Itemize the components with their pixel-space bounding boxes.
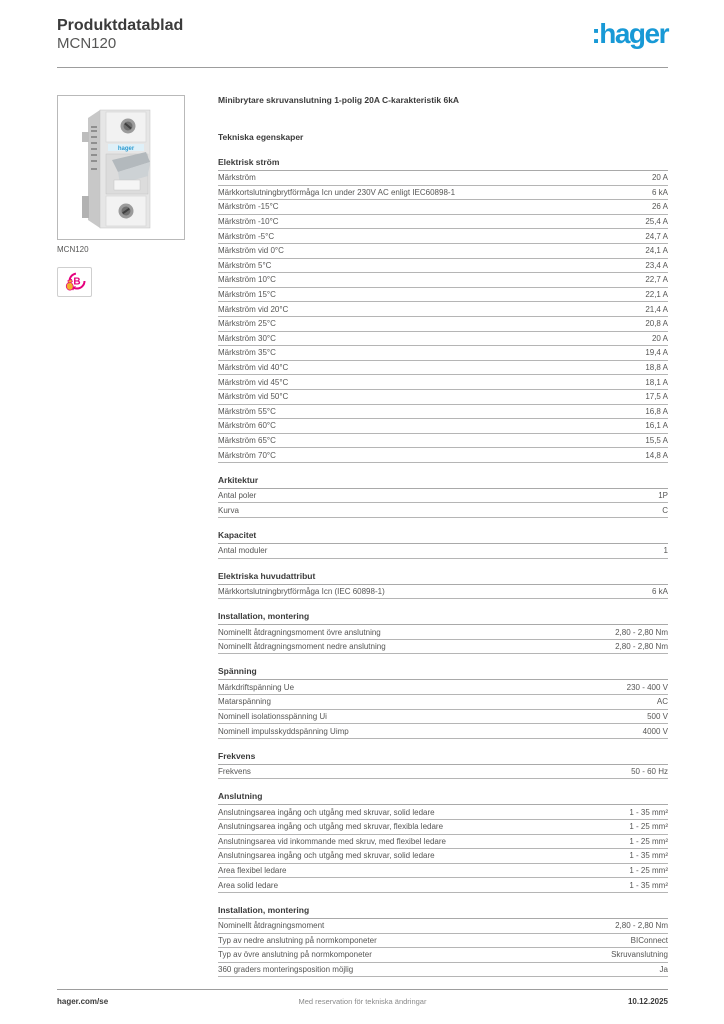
spec-row — [218, 346, 668, 361]
spec-value: 19,4 A — [645, 348, 668, 358]
spec-label: Typ av nedre anslutning på normkomponeter — [218, 935, 377, 945]
spec-row — [218, 489, 668, 504]
spec-label: Märkström 15°C — [218, 290, 276, 300]
spec-value: Ja — [659, 965, 668, 975]
spec-label: Märkdriftspänning Ue — [218, 682, 295, 692]
spec-section — [218, 530, 668, 559]
spec-section — [218, 475, 668, 518]
spec-row — [218, 963, 668, 978]
spec-label: Märkström 25°C — [218, 319, 276, 329]
spec-row — [218, 273, 668, 288]
header — [57, 16, 668, 53]
spec-label: Frekvens — [218, 767, 251, 777]
spec-row — [218, 710, 668, 725]
footer-disclaimer: Med reservation för tekniska ändringar — [298, 997, 427, 1006]
spec-label: Nominellt åtdragningsmoment nedre anslutning — [218, 642, 386, 652]
spec-section-title: Installation, montering — [218, 905, 668, 919]
spec-value: 22,1 A — [645, 290, 668, 300]
spec-value: 1 — [663, 546, 668, 556]
spec-value: AC — [656, 697, 668, 707]
spec-value: 2,80 - 2,80 Nm — [615, 921, 668, 931]
spec-row — [218, 948, 668, 963]
spec-label: Antal poler — [218, 491, 257, 501]
spec-row — [218, 302, 668, 317]
spec-label: Antal moduler — [218, 546, 268, 556]
spec-label: Anslutningsarea ingång och utgång med skruvar, solid ledare — [218, 807, 435, 817]
spec-value: 1 - 25 mm² — [629, 836, 668, 846]
spec-value: 2,80 - 2,80 Nm — [615, 627, 668, 637]
spec-label: Nominell isolationsspänning Ui — [218, 711, 327, 721]
spec-value: 23,4 A — [645, 260, 668, 270]
spec-label: Märkström 10°C — [218, 275, 276, 285]
spec-row — [218, 640, 668, 655]
spec-label: Märkström vid 40°C — [218, 363, 289, 373]
spec-label: Märkström vid 45°C — [218, 377, 289, 387]
spec-section — [218, 751, 668, 780]
spec-row — [218, 878, 668, 893]
spec-label: Märkström — [218, 173, 256, 183]
spec-row — [218, 419, 668, 434]
spec-row — [218, 849, 668, 864]
spec-label: Märkström 55°C — [218, 406, 276, 416]
spec-value: 4000 V — [642, 726, 668, 736]
product-image-caption: MCN120 — [57, 245, 89, 254]
spec-section-title: Installation, montering — [218, 611, 668, 625]
spec-row — [218, 229, 668, 244]
spec-section-title: Frekvens — [218, 751, 668, 765]
spec-row — [218, 695, 668, 710]
spec-value: 20,8 A — [645, 319, 668, 329]
spec-value: 1 - 25 mm² — [629, 822, 668, 832]
spec-label: Nominellt åtdragningsmoment övre anslutning — [218, 627, 381, 637]
spec-label: Anslutningsarea ingång och utgång med skruvar, flexibla ledare — [218, 822, 444, 832]
circuit-breaker-illustration — [58, 96, 184, 239]
spec-label: Märkström 70°C — [218, 450, 276, 460]
recyclable-b-icon — [57, 267, 92, 297]
spec-label: Märkström vid 20°C — [218, 304, 289, 314]
footer-website: hager.com/se — [57, 997, 109, 1006]
spec-label: Märkkortslutningbrytförmåga Icn under 230V AC enligt IEC60898-1 — [218, 187, 456, 197]
page-title: Produktdatablad — [57, 17, 184, 34]
spec-label: Matarspänning — [218, 697, 271, 707]
spec-value: 1 - 25 mm² — [629, 866, 668, 876]
spec-section-title: Kapacitet — [218, 530, 668, 544]
svg-text:B: B — [72, 276, 81, 288]
spec-label: Märkström 60°C — [218, 421, 276, 431]
recyclable-b-glyph — [62, 271, 88, 293]
spec-value: 22,7 A — [645, 275, 668, 285]
spec-row — [218, 765, 668, 780]
main-content — [57, 95, 668, 989]
product-reference: MCN120 — [57, 35, 117, 52]
spec-label: Märkström 30°C — [218, 333, 276, 343]
spec-row — [218, 200, 668, 215]
spec-row — [218, 919, 668, 934]
spec-label: Märkkortslutningbrytförmåga Icn (IEC 60898-1) — [218, 586, 385, 596]
footer-date: 10.12.2025 — [627, 997, 668, 1006]
spec-value: 500 V — [647, 711, 668, 721]
spec-value: 16,8 A — [645, 406, 668, 416]
spec-row — [218, 835, 668, 850]
spec-row — [218, 259, 668, 274]
spec-row — [218, 390, 668, 405]
spec-row — [218, 503, 668, 518]
spec-row — [218, 244, 668, 259]
spec-label: Anslutningsarea vid inkommande med skruv, med flexibel ledare — [218, 836, 446, 846]
tech-properties-heading: Tekniska egenskaper — [218, 132, 304, 142]
spec-row — [218, 317, 668, 332]
spec-row — [218, 585, 668, 600]
spec-value: 1 - 35 mm² — [629, 880, 668, 890]
spec-label: Area solid ledare — [218, 880, 279, 890]
spec-row — [218, 544, 668, 559]
spec-row — [218, 215, 668, 230]
product-column — [57, 95, 185, 989]
spec-value: 6 kA — [651, 586, 668, 596]
spec-section-title: Spänning — [218, 666, 668, 680]
spec-label: Typ av övre anslutning på normkomponeter — [218, 950, 372, 960]
spec-row — [218, 625, 668, 640]
spec-value: 25,4 A — [645, 217, 668, 227]
spec-value: 14,8 A — [645, 450, 668, 460]
spec-label: Märkström vid 50°C — [218, 392, 289, 402]
spec-section-title: Arkitektur — [218, 475, 668, 489]
spec-label: Area flexibel ledare — [218, 866, 287, 876]
spec-row — [218, 434, 668, 449]
product-image — [57, 95, 185, 240]
spec-label: Nominellt åtdragningsmoment — [218, 921, 325, 931]
spec-section-title: Elektrisk ström — [218, 157, 668, 171]
spec-value: 18,8 A — [645, 363, 668, 373]
footer — [57, 989, 668, 1006]
svg-text:hager: hager — [117, 146, 135, 152]
spec-row — [218, 724, 668, 739]
spec-value: 26 A — [651, 202, 668, 212]
spec-section — [218, 666, 668, 738]
spec-row — [218, 332, 668, 347]
spec-label: Nominell impulsskyddspänning Uimp — [218, 726, 349, 736]
spec-value: 6 kA — [651, 187, 668, 197]
spec-section — [218, 905, 668, 977]
spec-value: 1 - 35 mm² — [629, 807, 668, 817]
spec-section-title: Elektriska huvudattribut — [218, 571, 668, 585]
spec-row — [218, 680, 668, 695]
spec-value: 2,80 - 2,80 Nm — [615, 642, 668, 652]
spec-value: 16,1 A — [645, 421, 668, 431]
spec-value: 1 - 35 mm² — [629, 851, 668, 861]
spec-label: Märkström vid 0°C — [218, 246, 284, 256]
spec-row — [218, 934, 668, 949]
spec-sections — [218, 157, 668, 977]
spec-label: 360 graders monteringsposition möjlig — [218, 965, 354, 975]
spec-row — [218, 186, 668, 201]
spec-label: Märkström -15°C — [218, 202, 279, 212]
spec-row — [218, 405, 668, 420]
spec-label: Märkström -5°C — [218, 231, 275, 241]
spec-section-title: Anslutning — [218, 791, 668, 805]
spec-column — [218, 95, 668, 989]
spec-value: 230 - 400 V — [626, 682, 668, 692]
spec-value: 20 A — [651, 333, 668, 343]
spec-row — [218, 805, 668, 820]
spec-section — [218, 571, 668, 600]
spec-value: 24,1 A — [645, 246, 668, 256]
spec-row — [218, 171, 668, 186]
header-divider — [57, 67, 668, 68]
spec-section — [218, 157, 668, 463]
spec-section — [218, 611, 668, 654]
spec-row — [218, 375, 668, 390]
spec-value: 21,4 A — [645, 304, 668, 314]
spec-row — [218, 864, 668, 879]
spec-label: Märkström 35°C — [218, 348, 276, 358]
spec-label: Märkström 5°C — [218, 260, 272, 270]
hager-logo: :hager — [591, 18, 668, 49]
spec-value: Skruvanslutning — [611, 950, 668, 960]
spec-label: Märkström -10°C — [218, 217, 279, 227]
product-title: Minibrytare skruvanslutning 1-polig 20A C-karakteristik 6kA — [218, 95, 460, 105]
spec-label: Kurva — [218, 505, 239, 515]
spec-value: 20 A — [651, 173, 668, 183]
spec-section — [218, 791, 668, 893]
spec-value: 1P — [658, 491, 668, 501]
spec-value: 17,5 A — [645, 392, 668, 402]
spec-row — [218, 288, 668, 303]
spec-value: 18,1 A — [645, 377, 668, 387]
spec-value: 50 - 60 Hz — [631, 767, 668, 777]
spec-label: Märkström 65°C — [218, 435, 276, 445]
spec-row — [218, 448, 668, 463]
spec-label: Anslutningsarea ingång och utgång med skruvar, solid ledare — [218, 851, 435, 861]
spec-value: 24,7 A — [645, 231, 668, 241]
spec-value: 15,5 A — [645, 435, 668, 445]
spec-row — [218, 820, 668, 835]
spec-value: BIConnect — [630, 935, 668, 945]
spec-value: C — [662, 505, 668, 515]
spec-row — [218, 361, 668, 376]
